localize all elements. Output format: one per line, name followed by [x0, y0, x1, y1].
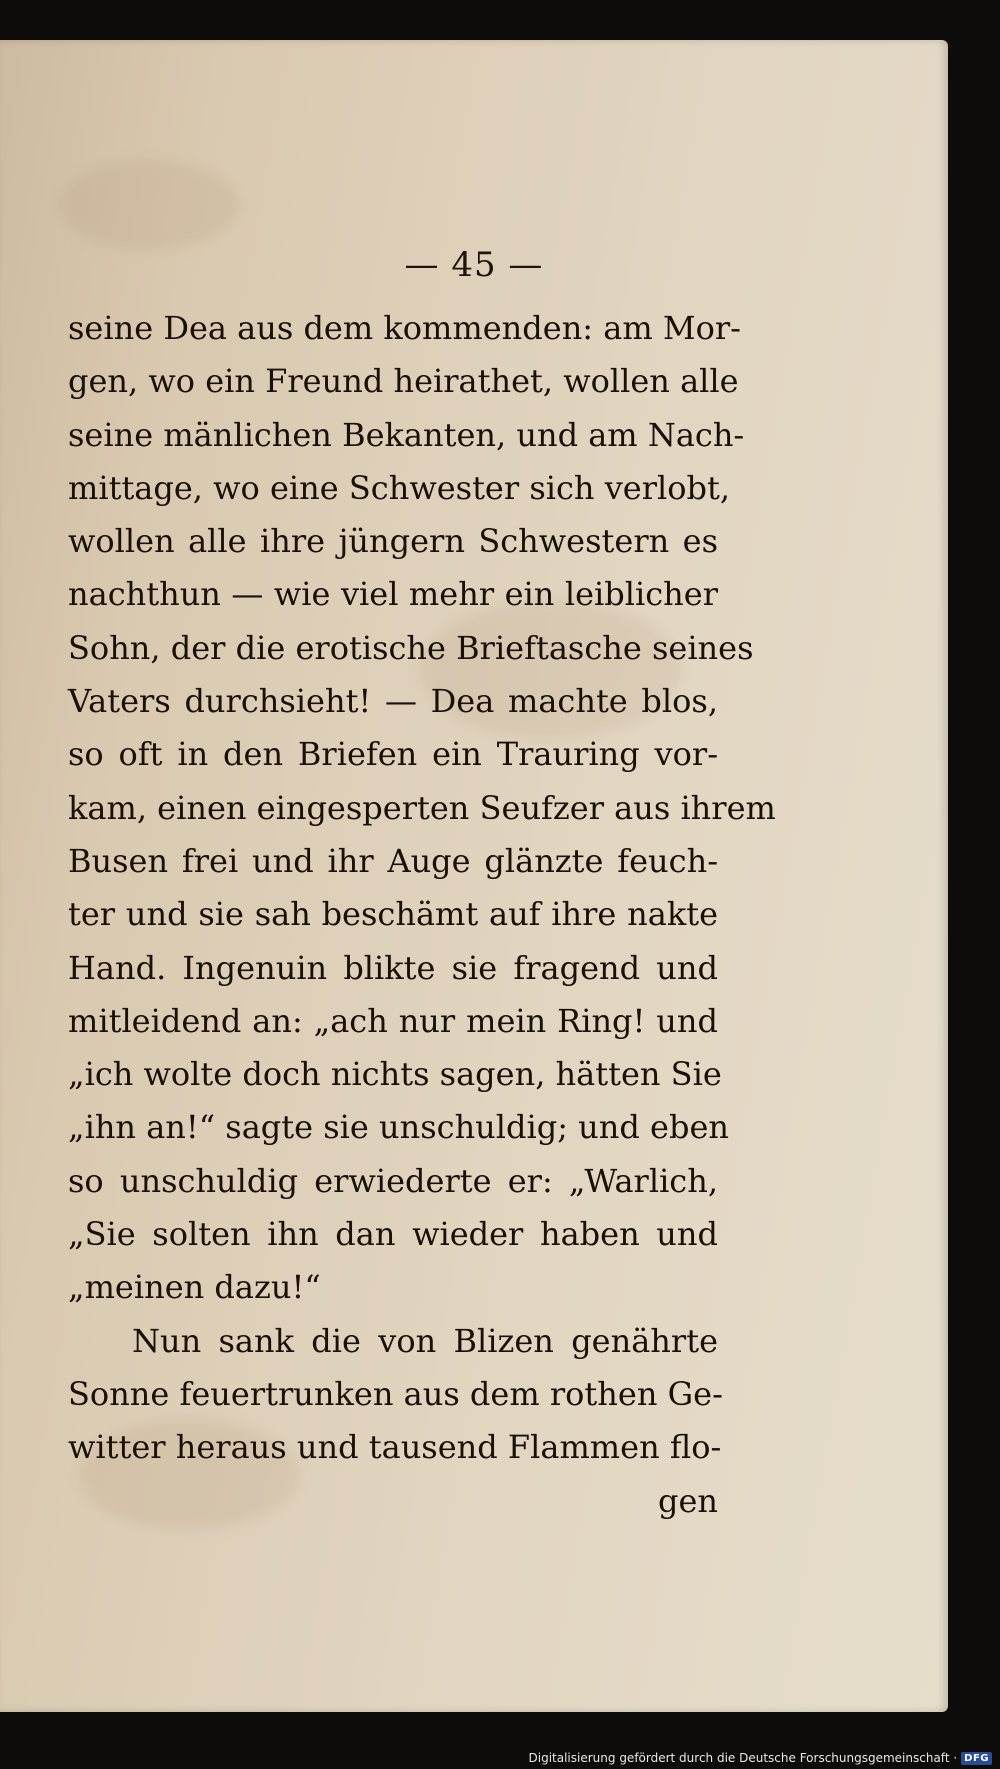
- catchword: gen: [657, 1481, 718, 1520]
- text-line: so unschuldig erwiederte er: „Warlich,: [68, 1161, 718, 1200]
- body-text: [68, 302, 776, 1528]
- text-line: „ich wolte doch nichts sagen, hätten Sie: [68, 1055, 722, 1094]
- text-line-paragraph-start: Nun sank die von Blizen genährte: [132, 1321, 718, 1360]
- paper-stain: [60, 160, 240, 250]
- text-line: Sohn, der die erotische Brieftasche seines: [68, 628, 754, 667]
- text-line: Busen frei und ihr Auge glänzte feuch-: [68, 841, 718, 880]
- text-line: so oft in den Briefen ein Trauring vor-: [68, 735, 718, 774]
- text-line: Hand. Ingenuin blikte sie fragend und: [68, 948, 718, 987]
- text-line: nachthun — wie viel mehr ein leiblicher: [68, 575, 718, 614]
- text-line: mitleidend an: „ach nur mein Ring! und: [68, 1001, 718, 1040]
- text-line: ter und sie sah beschämt auf ihre nakte: [68, 895, 718, 934]
- footer-credit: Digitalisierung gefördert durch die Deutsche Forschungsgemeinschaft ·: [528, 1751, 958, 1765]
- page-number-header: — 45 —: [404, 245, 544, 285]
- text-line: seine Dea aus dem kommenden: am Mor-: [68, 309, 741, 347]
- dfg-logo-icon: DFG: [961, 1752, 992, 1765]
- text-line: „Sie solten ihn dan wieder haben und: [68, 1215, 718, 1254]
- text-line: kam, einen eingesperten Seufzer aus ihrem: [68, 788, 776, 827]
- digitization-footer: [529, 1751, 992, 1765]
- text-line: Vaters durchsieht! — Dea machte blos,: [68, 682, 718, 721]
- text-line: „meinen dazu!“: [68, 1268, 321, 1307]
- text-line: mittage, wo eine Schwester sich verlobt,: [68, 468, 731, 507]
- text-line: Sonne feuertrunken aus dem rothen Ge-: [68, 1374, 723, 1413]
- text-line: wollen alle ihre jüngern Schwestern es: [68, 522, 718, 561]
- text-line: witter heraus und tausend Flammen flo-: [68, 1428, 722, 1467]
- text-line: „ihn an!“ sagte sie unschuldig; und eben: [68, 1108, 730, 1147]
- text-line: seine mänlichen Bekanten, und am Nach-: [68, 415, 745, 454]
- book-page: [0, 40, 948, 1712]
- text-line: gen, wo ein Freund heirathet, wollen alle: [68, 362, 739, 401]
